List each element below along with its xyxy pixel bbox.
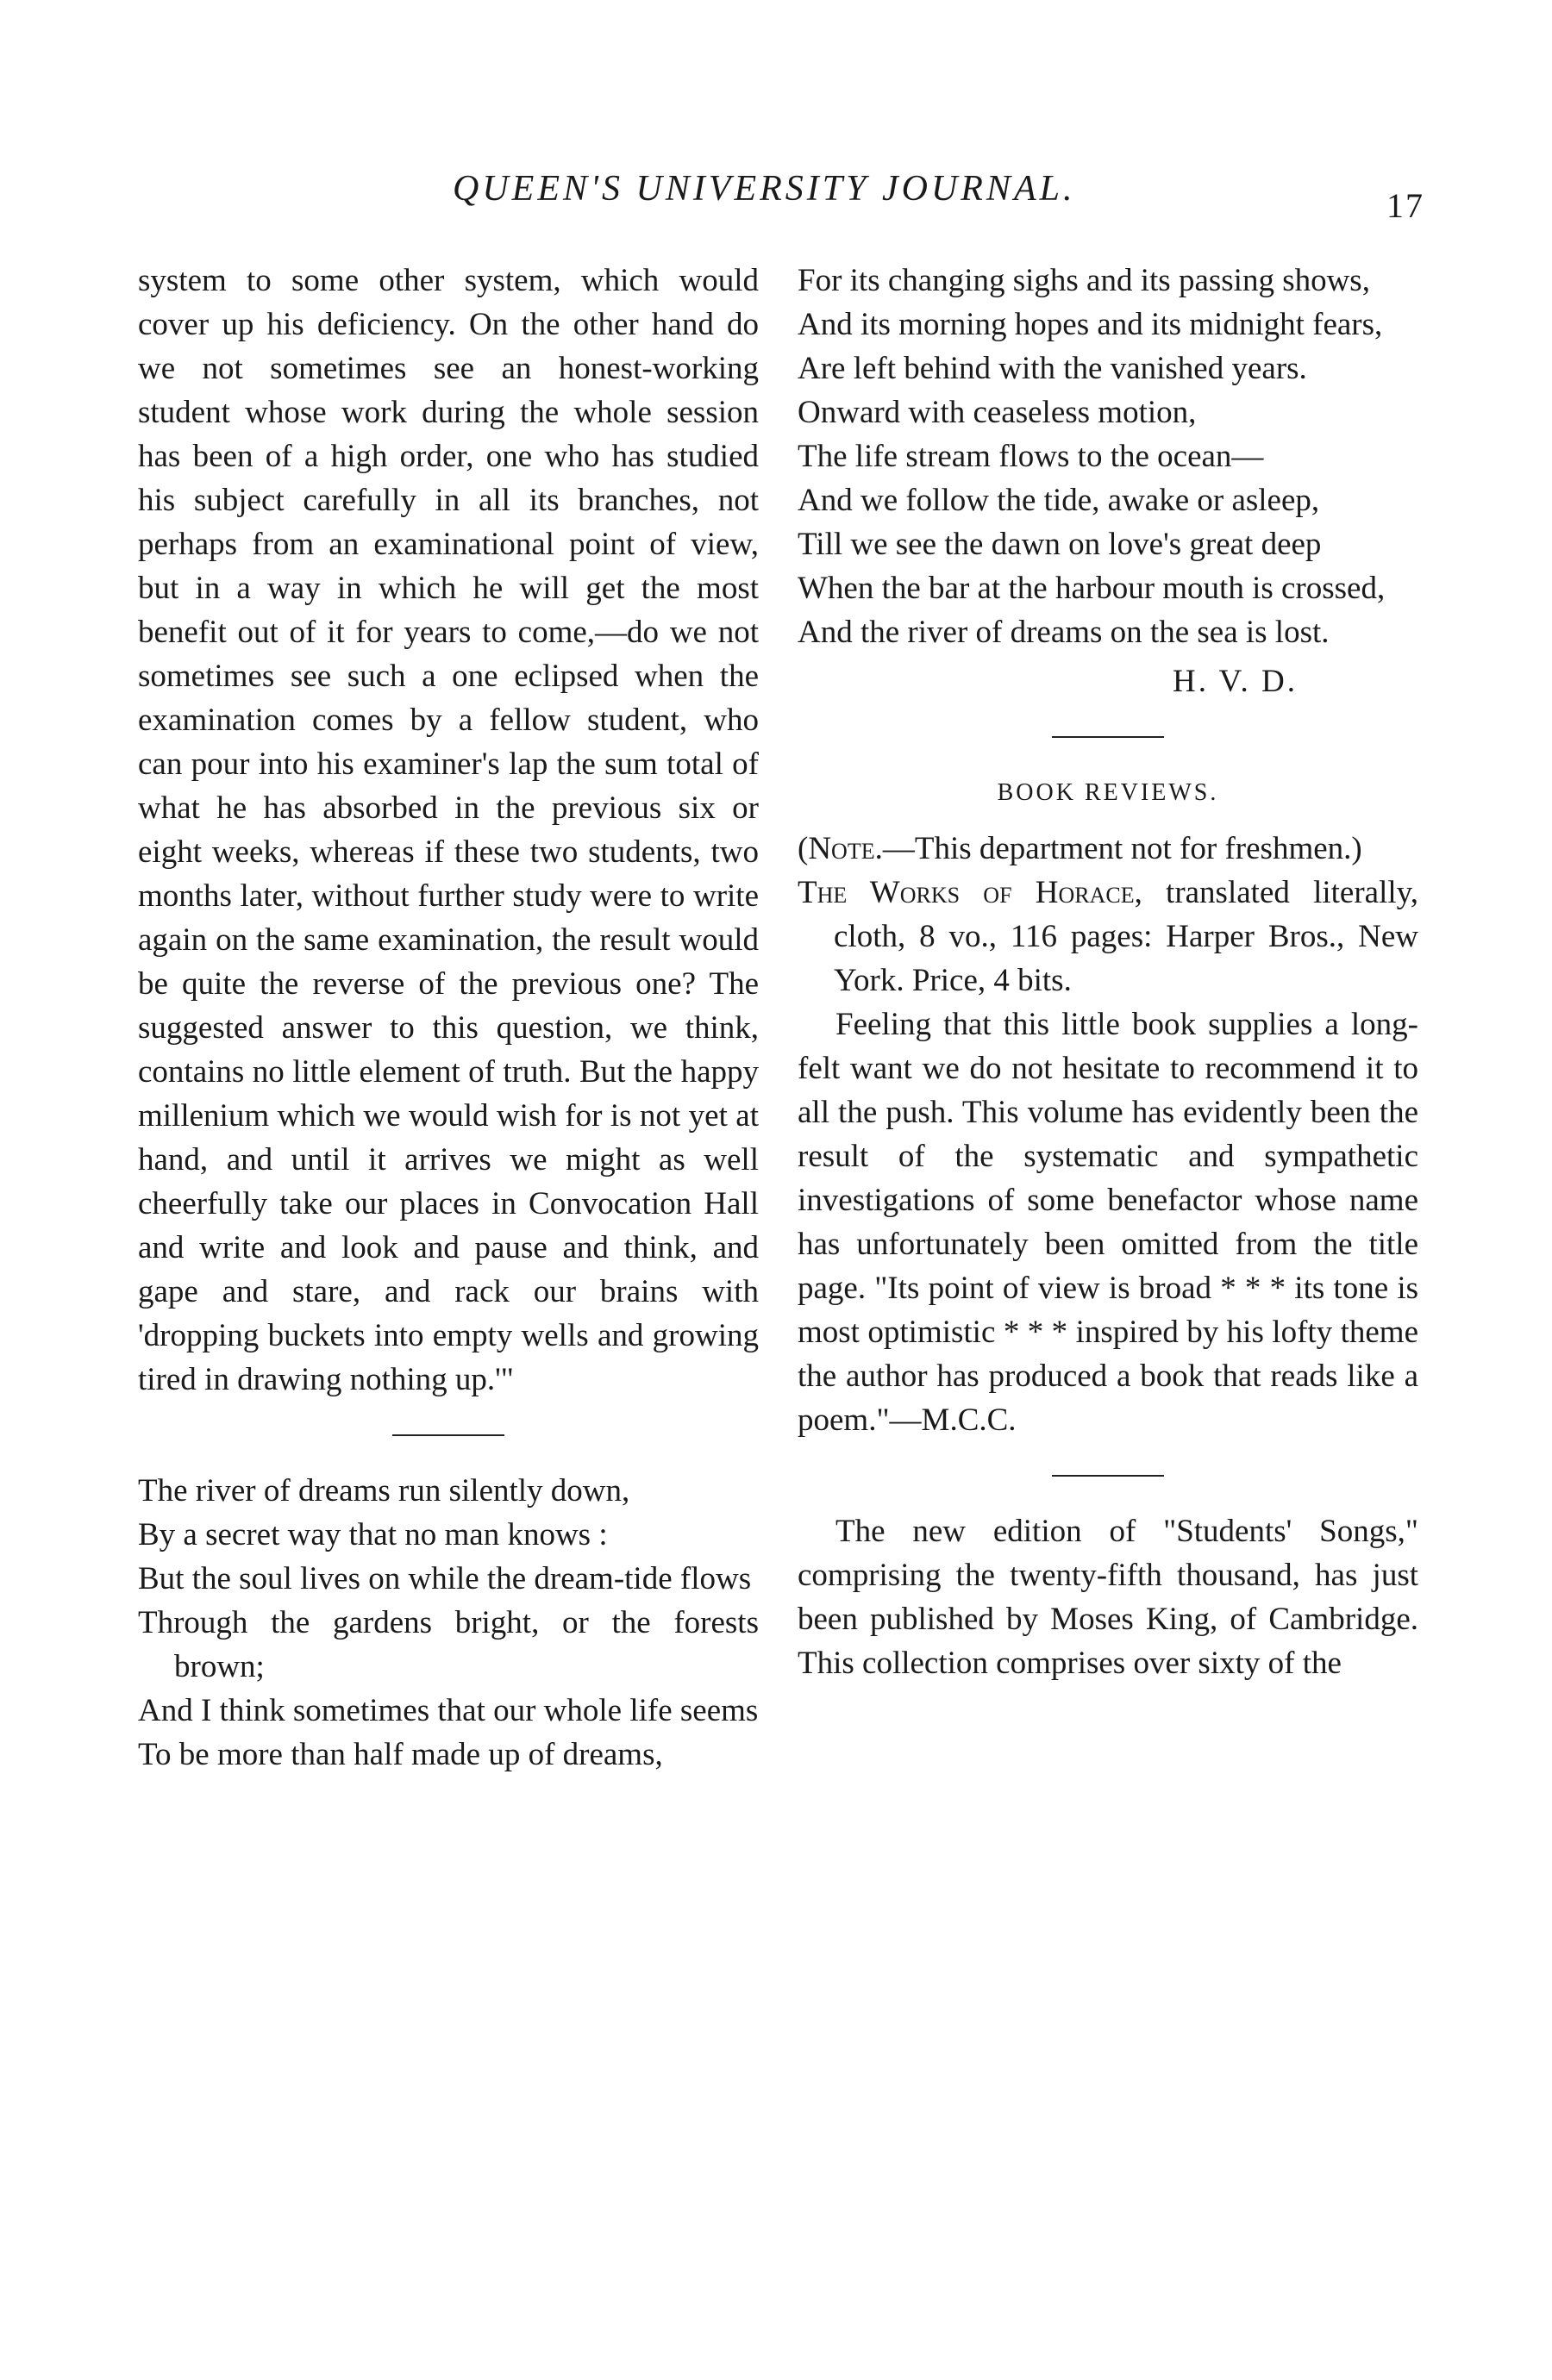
left-column bbox=[138, 259, 759, 1777]
poem-line: Till we see the dawn on love's great deep bbox=[798, 527, 1322, 562]
note-label: Note. bbox=[808, 831, 883, 866]
poem-line: Through the gardens bright, or the forests brown; bbox=[138, 1605, 759, 1684]
poem-line: And we follow the tide, awake or asleep, bbox=[798, 483, 1320, 518]
page-number: 17 bbox=[1386, 186, 1424, 225]
essay-paragraph: system to some other system, which would cover up his deficiency. On the other hand do we not sometimes see an honest-working student whose work during the whole session has been of a high order, one who has studied his subject carefully in all its branches, not perhaps from an examinational point of view, but in a way in which he will get the most benefit out of it for years to come,—do we not sometimes see such a one eclipsed when the examination comes by a fellow student, who can pour into his examiner's lap the sum total of what he has absorbed in the previous six or eight weeks, whereas if these two students, two months later, without further study were to write again on the same examination, the result would be quite the reverse of the previous one? The suggested answer to this question, we think, contains no little element of truth. But the happy millenium which we would wish for is not yet at hand, and until it arrives we might as well cheerfully take our places in Convocation Hall and write and look and pause and think, and gape and stare, and rack our brains with 'dropping buckets into empty wells and growing tired in drawing nothing up.'" bbox=[138, 263, 759, 1397]
poem-line: And I think sometimes that our whole life seems bbox=[138, 1693, 759, 1728]
right-column bbox=[798, 259, 1418, 1685]
poem-line: The life stream flows to the ocean— bbox=[798, 439, 1264, 474]
poem-line: By a secret way that no man knows : bbox=[138, 1517, 608, 1552]
poem-line: When the bar at the harbour mouth is crossed, bbox=[798, 571, 1386, 606]
review-book-details: translated literally, cloth, 8 vo., 116 pages: Harper Bros., New York. Price, 4 bits. bbox=[834, 875, 1418, 998]
poem-signature: H. V. D. bbox=[1173, 664, 1298, 699]
poem-line: And the river of dreams on the sea is lost. bbox=[798, 615, 1330, 650]
essay-continuation bbox=[138, 259, 759, 1402]
editorial-note: (Note.—This department not for freshmen.) bbox=[798, 831, 1362, 866]
poem-line: Are left behind with the vanished years. bbox=[798, 351, 1307, 386]
poem-line: The river of dreams run silently down, bbox=[138, 1473, 630, 1509]
poem-line: And its morning hopes and its midnight fears, bbox=[798, 307, 1383, 342]
poem-line: But the soul lives on while the dream-tide flows bbox=[138, 1561, 752, 1596]
review-citation bbox=[798, 871, 1418, 1003]
section-divider bbox=[1052, 736, 1164, 738]
review-book-title: The Works of Horace, bbox=[798, 875, 1142, 910]
review-body bbox=[798, 1003, 1418, 1442]
poem-river-of-dreams-part-1 bbox=[138, 1469, 759, 1777]
review-paragraph: Feeling that this little book supplies a long-felt want we do not hesitate to recommend it to all the push. This volume has evidently been the result of the systematic and sympathetic investigations of some benefactor whose name has unfortunately been omitted from the title page. "Its point of view is broad * * * its tone is most optimistic * * * inspired by his lofty theme the author has produced a book that reads like a poem."—M.C.C. bbox=[798, 1007, 1418, 1438]
poem-line: To be more than half made up of dreams, bbox=[138, 1737, 663, 1772]
students-songs-notice bbox=[798, 1509, 1418, 1685]
section-divider bbox=[392, 1434, 504, 1436]
section-divider bbox=[1052, 1475, 1164, 1477]
note-text: —This department not for freshmen.) bbox=[882, 831, 1362, 866]
poem-line: Onward with ceaseless motion, bbox=[798, 395, 1197, 430]
poem-line: For its changing sighs and its passing shows, bbox=[798, 263, 1370, 298]
book-reviews-heading: BOOK REVIEWS. bbox=[997, 779, 1219, 806]
poem-river-of-dreams-part-2 bbox=[798, 259, 1418, 654]
notice-paragraph: The new edition of "Students' Songs," comprising the twenty-fifth thousand, has just been published by Moses King, of Cambridge. This collection comprises over sixty of the bbox=[798, 1514, 1418, 1681]
running-header-title: QUEEN'S UNIVERSITY JOURNAL. bbox=[453, 169, 1076, 209]
